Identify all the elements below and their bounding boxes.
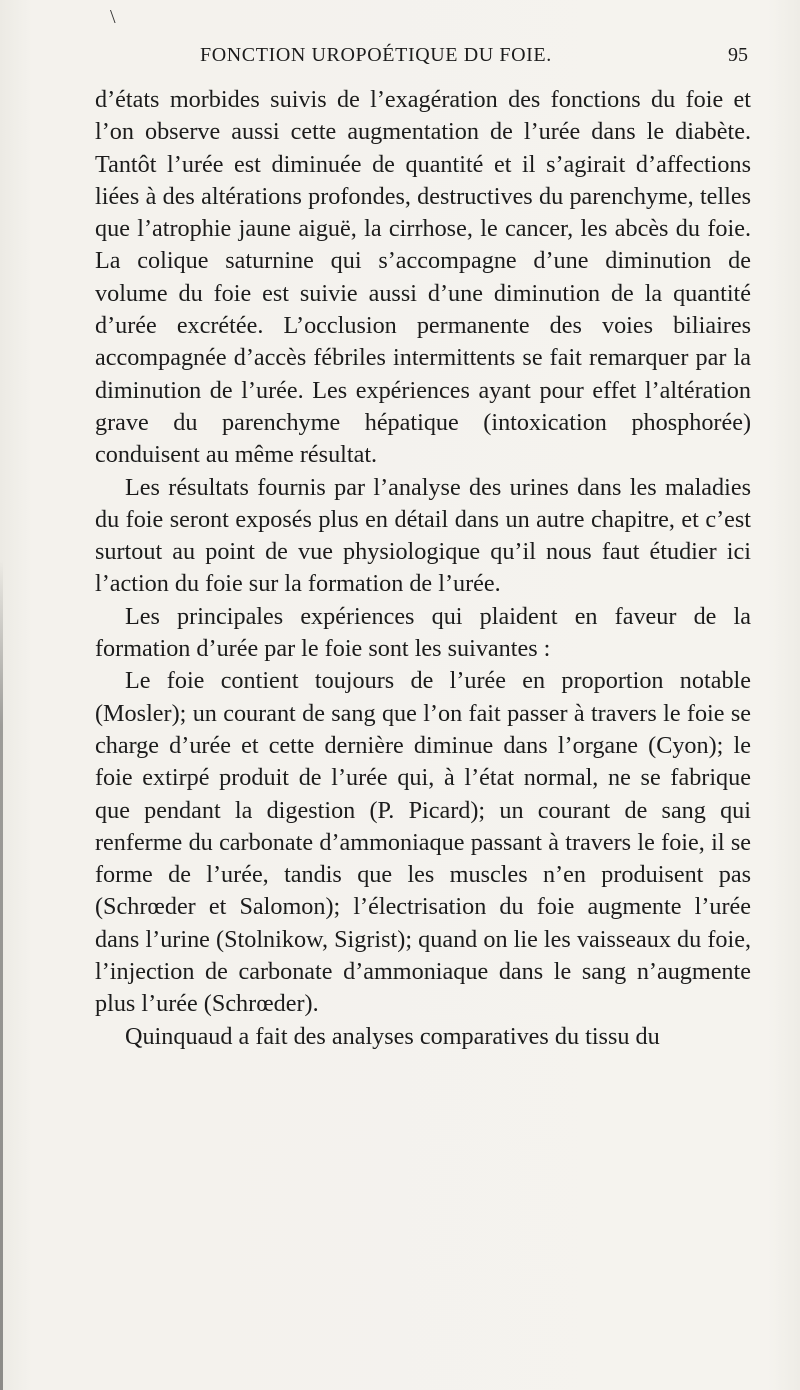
running-title: FONCTION UROPOÉTIQUE DU FOIE. (200, 44, 552, 66)
paragraph: Quinquaud a fait des analyses comparatives du tissu du (125, 1022, 660, 1050)
paragraph: Le foie contient toujours de l’urée en proportion notable (Mosler); un courant de sang que l’on fait passer à travers le foie se charge d’urée et cette dernière diminue dans l’organe (Cyon); le foie extirpé produit de l’urée qui, à l’état normal, ne se fabrique que pendant la digestion (P. Picard); un courant de sang qui renferme du carbonate d’ammoniaque passant à travers le foie, il se forme de l’urée, tandis que les muscles n’en produisent pas (Schrœder et Salomon); l’électrisation du foie augmente l’urée dans l’urine (Stolnikow, Sigrist); quand on lie les vaisseaux du foie, l’injection de carbonate d’ammoniaque dans le sang n’augmente plus l’urée (Schrœder). (95, 667, 751, 1018)
paragraph: d’états morbides suivis de l’exagération des fonctions du foie et l’on observe aussi cette augmentation de l’urée dans le diabète. Tantôt l’urée est diminuée de quantité et il s’agirait d’affections liées à des altérations profondes, destructives du parenchyme, telles que l’atrophie jaune aiguë, la cirrhose, le cancer, les abcès du foie. La colique saturnine qui s’accompagne d’une diminution de volume du foie est suivie aussi d’une diminution de la quantité d’urée excrétée. L’occlusion permanente des voies biliaires accompagnée d’accès fébriles intermittents se fait remarquer par la diminution de l’urée. Les expériences ayant pour effet l’altération grave du parenchyme hépatique (intoxication phosphorée) conduisent au même résultat. (95, 86, 751, 469)
page-edge-shadow (0, 560, 3, 1390)
paragraph: Les résultats fournis par l’analyse des urines dans les maladies du foie seront exposés plus en détail dans un autre chapitre, et c’est surtout au point de vue physiologique qu’il nous faut étudier ici l’action du foie sur la formation de l’urée. (95, 473, 751, 598)
body-text (95, 84, 751, 1053)
page-number: 95 (728, 44, 748, 66)
paragraph: Les principales expériences qui plaident en faveur de la formation d’urée par le foie sont les suivantes : (95, 602, 751, 663)
corner-mark: \ (110, 6, 116, 28)
running-head (200, 44, 748, 78)
